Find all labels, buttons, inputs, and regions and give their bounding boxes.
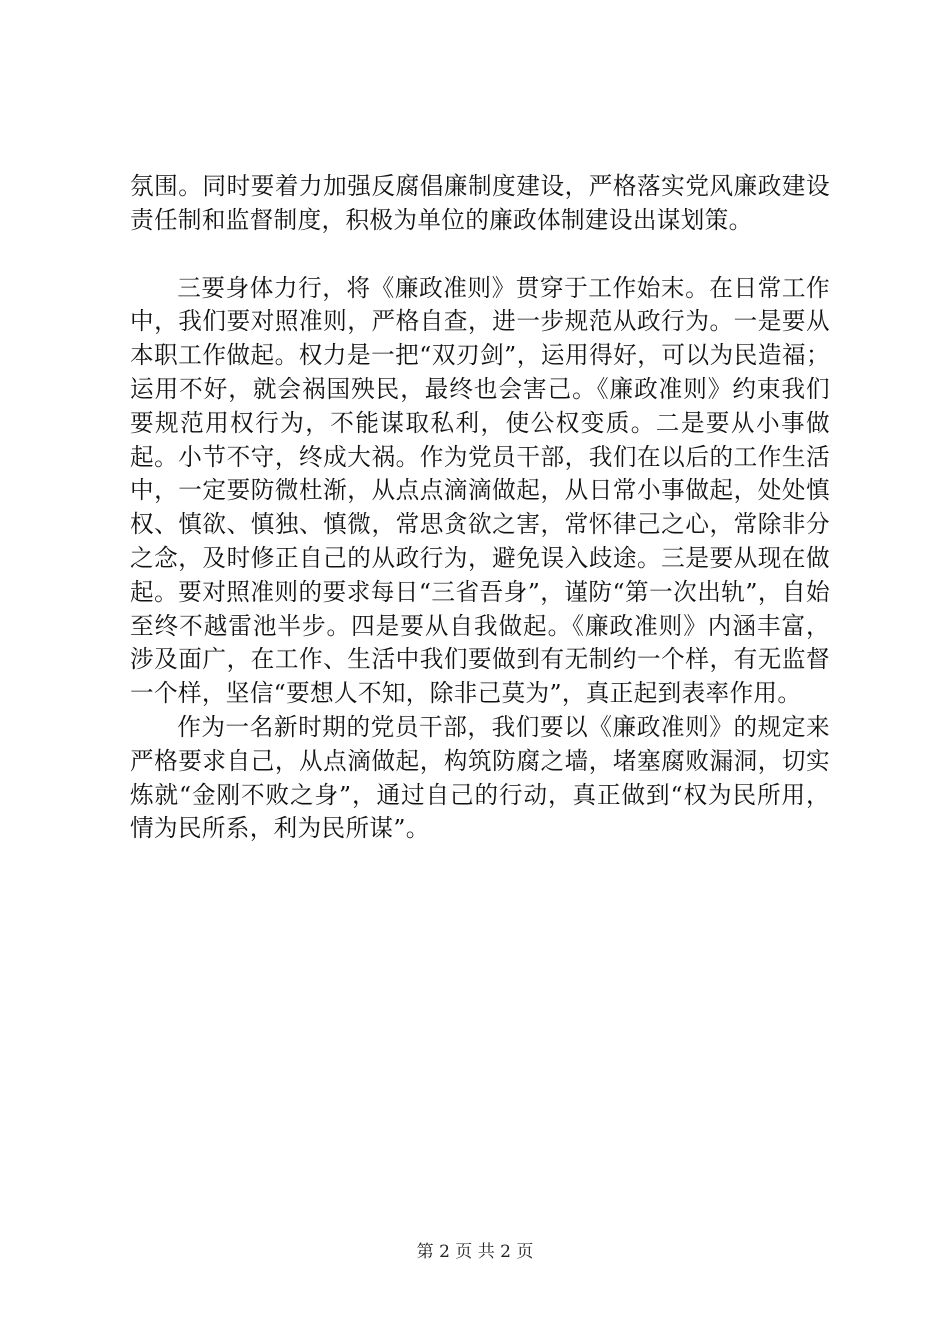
paragraph-2: 三要身体力行，将《廉政准则》贯穿于工作始末。在日常工作中，我们要对照准则，严格自查，进一步规范从政行为。一是要从本职工作做起。权力是一把“双刃剑”，运用得好，可以为民造福；运用不好，就会祸国殃民，最终也会害己。《廉政准则》约束我们要规范用权行为，不能谋取私利，使公权变质。二是要从小事做起。小节不守，终成大祸。作为党员干部，我们在以后的工作生活中，一定要防微杜渐，从点点滴滴做起，从日常小事做起，处处慎权、慎欲、慎独、慎微，常思贪欲之害，常怀律己之心，常除非分之念，及时修正自己的从政行为，避免误入歧途。三是要从现在做起。要对照准则的要求每日“三省吾身”，谨防“第一次出轨”，自始至终不越雷池半步。四是要从自我做起。《廉政准则》内涵丰富，涉及面广，在工作、生活中我们要做到有无制约一个样，有无监督一个样，坚信“要想人不知，除非己莫为”，真正起到表率作用。 — [130, 273, 830, 708]
paragraph-1: 氛围。同时要着力加强反腐倡廉制度建设，严格落实党风廉政建设责任制和监督制度，积极为单位的廉政体制建设出谋划策。 — [130, 172, 830, 234]
paragraph-3: 作为一名新时期的党员干部，我们要以《廉政准则》的规定来严格要求自己，从点滴做起，构筑防腐之墙，堵塞腐败漏洞，切实炼就“金刚不败之身”，通过自己的行动，真正做到“权为民所用，情为民所系，利为民所谋”。 — [130, 712, 830, 843]
document-body — [130, 170, 830, 846]
page-number-footer: 第 2 页 共 2 页 — [416, 1242, 534, 1262]
